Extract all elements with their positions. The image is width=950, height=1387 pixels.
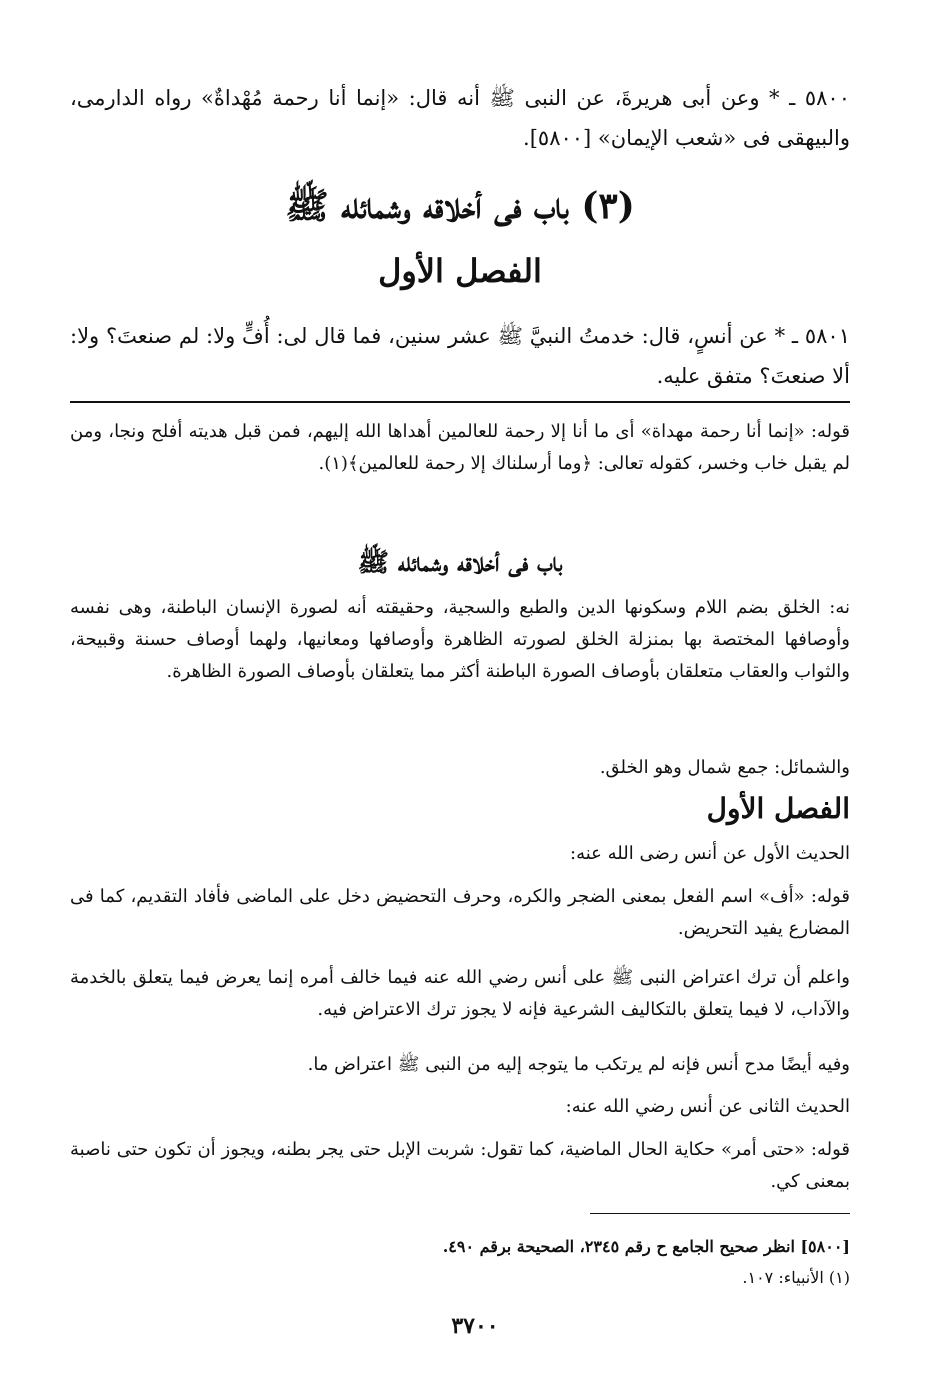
- footnote-divider: [590, 1213, 850, 1214]
- section-divider: [70, 401, 850, 403]
- section-heading: الفصل الأول: [378, 252, 542, 290]
- commentary-paragraph-8: الحديث الثانى عن أنس رضي الله عنه:: [565, 1096, 850, 1117]
- commentary-paragraph-7: وفيه أيضًا مدح أنس فإنه لم يرتكب ما يتوجه إليه من النبى ﷺ اعتراض ما.: [307, 1054, 850, 1075]
- commentary-paragraph-3: والشمائل: جمع شمال وهو الخلق.: [599, 757, 850, 778]
- commentary-section-heading: الفصل الأول: [706, 792, 850, 825]
- commentary-paragraph-6: واعلم أن ترك اعتراض النبى ﷺ على أنس رضي الله عنه فيما خالف أمره إنما يعرض فيما يتعلق بالخدمة والآداب، لا فيما يتعلق بالتكاليف الشرعية فإنه لا يجوز ترك الاعتراض فيه.: [70, 967, 850, 1020]
- commentary-paragraph-2: نه: الخلق بضم اللام وسكونها الدين والطبع والسجية، وحقيقته أنه لصورة الإنسان الباطنة، وهى نفسه وأوصافها المختصة بها بمنزلة الخلق لصورته الظاهرة وأوصافها ومعانيها، ولهما أوصاف حسنة وقبيحة، والثواب والعقاب متعلقان بأوصاف الصورة الباطنة أكثر مما يتعلقان بأوصاف الصورة الظاهرة.: [70, 597, 850, 682]
- commentary-paragraph-5: قوله: «أف» اسم الفعل بمعنى الضجر والكره، وحرف التحضيض دخل على الماضى فأفاد التقديم، كما فى المضارع يفيد التحريض.: [70, 886, 850, 939]
- commentary-heading: باب فى أخلاقه وشمائله ﷺ: [357, 548, 563, 578]
- commentary-paragraph-4: الحديث الأول عن أنس رضى الله عنه:: [570, 843, 850, 864]
- footnote-1: (١) الأنبياء: ١٠٧.: [742, 1268, 850, 1287]
- footnote-5800: [٥٨٠٠] انظر صحيح الجامع ح رقم ٢٣٤٥، الصحيحة برقم ٤٩٠.: [442, 1237, 850, 1256]
- hadith-5800-paragraph: ٥٨٠٠ ـ * وعن أبى هريرةَ، عن النبى ﷺ أنه قال: «إنما أنا رحمة مُهْداةٌ» رواه الدارمى، والبيهقى فى «شعب الإيمان» [٥٨٠٠].: [70, 86, 850, 150]
- hadith-5801-paragraph: ٥٨٠١ ـ * عن أنسٍ، قال: خدمتُ النبيَّ ﷺ عشر سنين، فما قال لى: أُفٍّ ولا: لم صنعتَ؟ ولا: ألا صنعتَ؟ متفق عليه.: [70, 324, 850, 388]
- chapter-heading: (٣) باب فى أخلاقه وشمائله ﷺ: [285, 185, 635, 227]
- commentary-paragraph-9: قوله: «حتى أمر» حكاية الحال الماضية، كما تقول: شربت الإبل حتى يجر بطنه، ويجوز أن تكون حتى ناصبة بمعنى كي.: [70, 1139, 850, 1192]
- commentary-paragraph-1: قوله: «إنما أنا رحمة مهداة» أى ما أنا إلا رحمة للعالمين أهداها الله إليهم، فمن قبل هديته أفلح ونجا، ومن لم يقبل خاب وخسر، كقوله تعالى: ﴿وما أرسلناك إلا رحمة للعالمين﴾(١).: [70, 421, 850, 474]
- page-number: ٣٧٠٠: [451, 1313, 499, 1339]
